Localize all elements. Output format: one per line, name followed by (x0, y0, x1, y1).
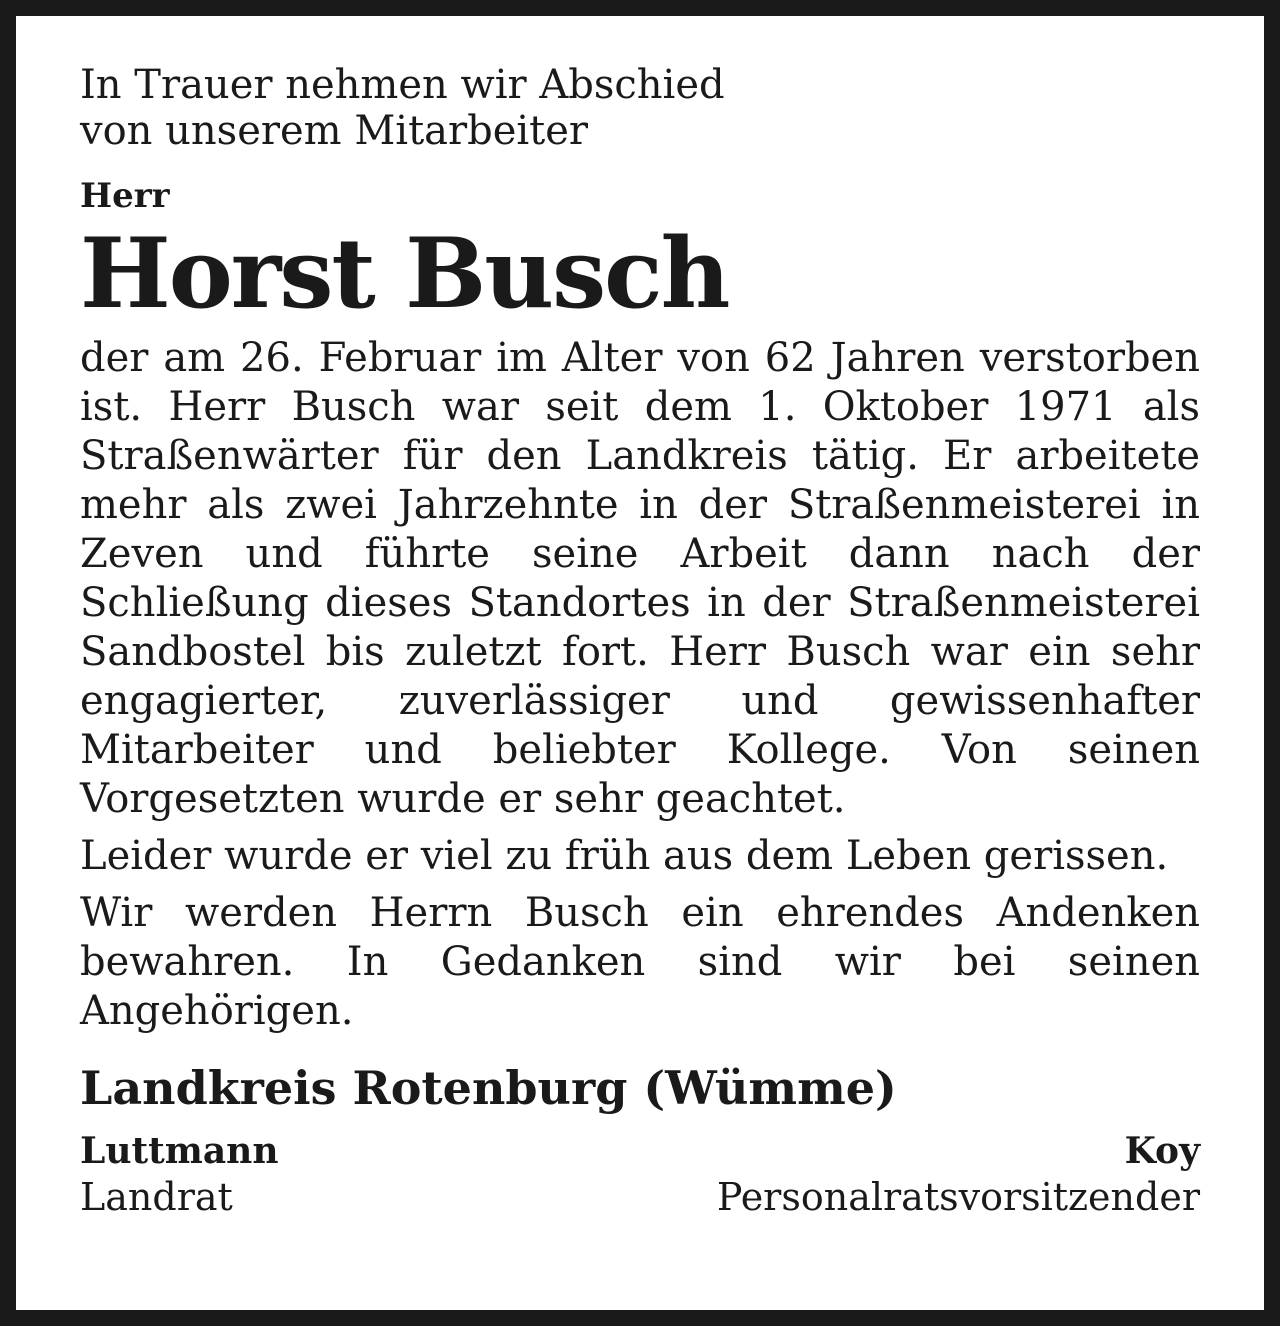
organization-name: Landkreis Rotenburg (Wümme) (80, 1061, 897, 1115)
biography-paragraph: der am 26. Februar im Alter von 62 Jahren verstorben ist. Herr Busch war seit dem 1. Oktober 1971 als Straßenwärter für den Landkreis tätig. Er arbeitete mehr als zwei Jahrzehnte in der Straßenmeisterei in Zeven und führte seine Arbeit dann nach der Schließung dieses Standortes in der Straßenmeisterei Sandbostel bis zuletzt fort. Herr Busch war ein sehr engagierter, zuverlässiger und gewissenhafter Mitarbeiter und beliebter Kollege. Von seinen Vorgesetzten wurde er sehr geachtet. (80, 335, 1200, 822)
signer-role: Landrat (80, 1175, 233, 1219)
notice-content (80, 62, 1200, 1220)
intro-line-2: von unserem Mitarbeiter (80, 108, 589, 154)
signer-left (80, 1128, 279, 1220)
sorrow-paragraph: Leider wurde er viel zu früh aus dem Leben gerissen. (80, 833, 1169, 879)
intro-text (80, 62, 1200, 154)
signer-name: Koy (1124, 1130, 1200, 1172)
salutation: Herr (80, 176, 170, 216)
intro-line-1: In Trauer nehmen wir Abschied (80, 62, 725, 108)
remembrance-paragraph: Wir werden Herrn Busch ein ehrendes Andenken bewahren. In Gedanken sind wir bei seinen Angehörigen. (80, 890, 1200, 1034)
signer-role: Personalratsvorsitzender (716, 1175, 1200, 1219)
deceased-name: Horst Busch (80, 217, 729, 330)
signer-name: Luttmann (80, 1130, 279, 1172)
signers (80, 1128, 1200, 1220)
signer-right (717, 1128, 1200, 1220)
